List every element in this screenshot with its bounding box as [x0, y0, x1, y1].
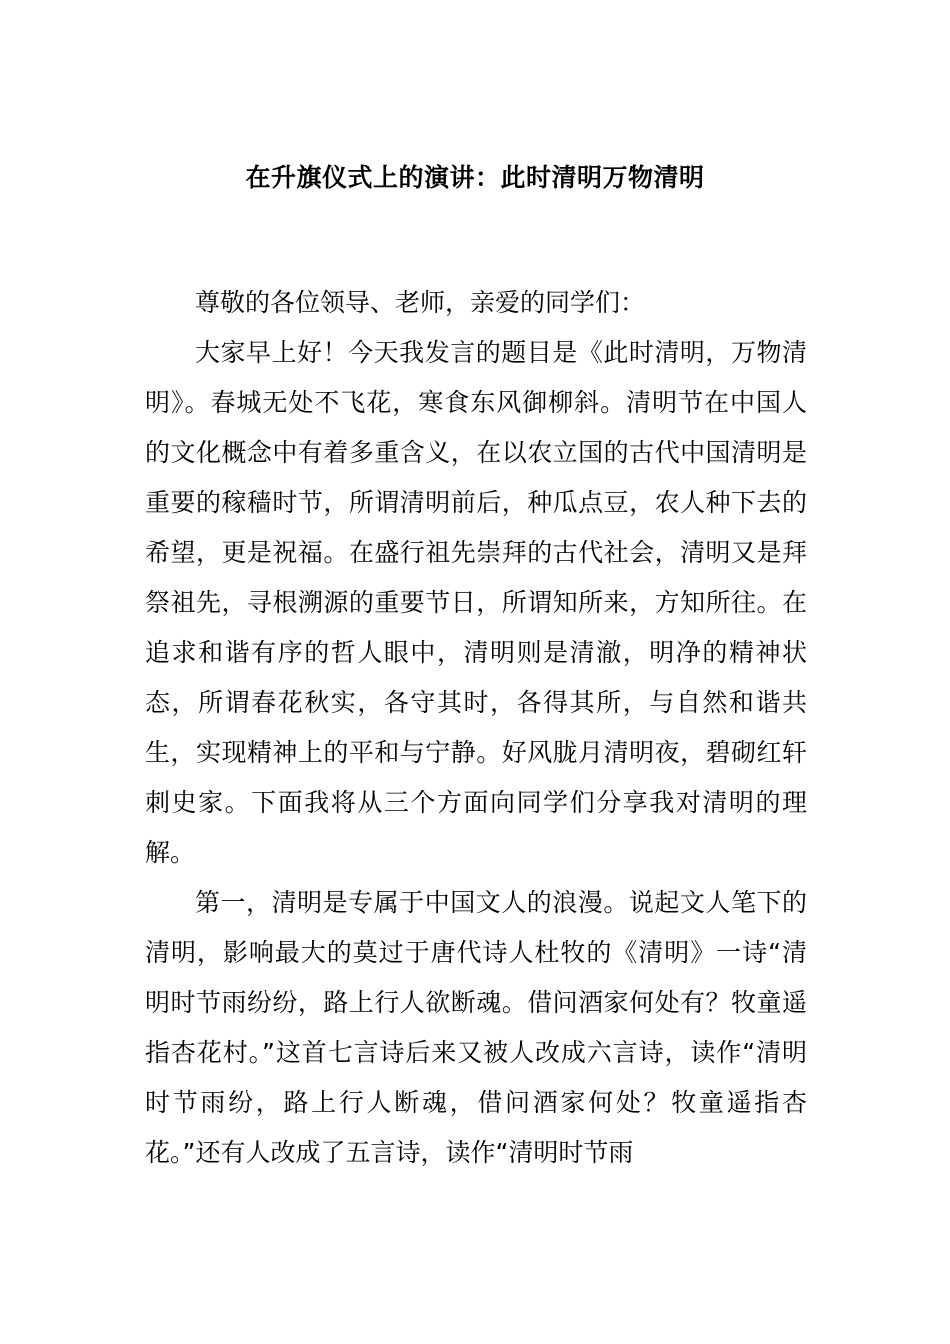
intro-paragraph: 大家早上好！今天我发言的题目是《此时清明，万物清明》。春城无处不飞花，寒食东风御柳斜。清明节在中国人的文化概念中有着多重含义，在以农立国的古代中国清明是重要的稼穑时节，所谓清明前后，种瓜点豆，农人种下去的希望，更是祝福。在盛行祖先崇拜的古代社会，清明又是拜祭祖先，寻根溯源的重要节日，所谓知所来，方知所往。在追求和谐有序的哲人眼中，清明则是清澈，明净的精神状态，所谓春花秋实，各守其时，各得其所，与自然和谐共生，实现精神上的平和与宁静。好风胧月清明夜，碧砌红轩刺史家。下面我将从三个方面向同学们分享我对清明的理解。 — [145, 338, 807, 867]
document-title: 在升旗仪式上的演讲：此时清明万物清明 — [245, 163, 705, 192]
first-point-paragraph: 第一，清明是专属于中国文人的浪漫。说起文人笔下的清明，影响最大的莫过于唐代诗人杜牧的《清明》一诗“清明时节雨纷纷，路上行人欲断魂。借问酒家何处有？牧童遥指杏花村。”这首七言诗后来又被人改成六言诗，读作“清明时节雨纷，路上行人断魂，借问酒家何处？牧童遥指杏花。”还有人改成了五言诗，读作“清明时节雨 — [145, 888, 807, 1167]
salutation-paragraph: 尊敬的各位领导、老师，亲爱的同学们： — [195, 288, 646, 317]
document-body — [145, 278, 807, 1178]
